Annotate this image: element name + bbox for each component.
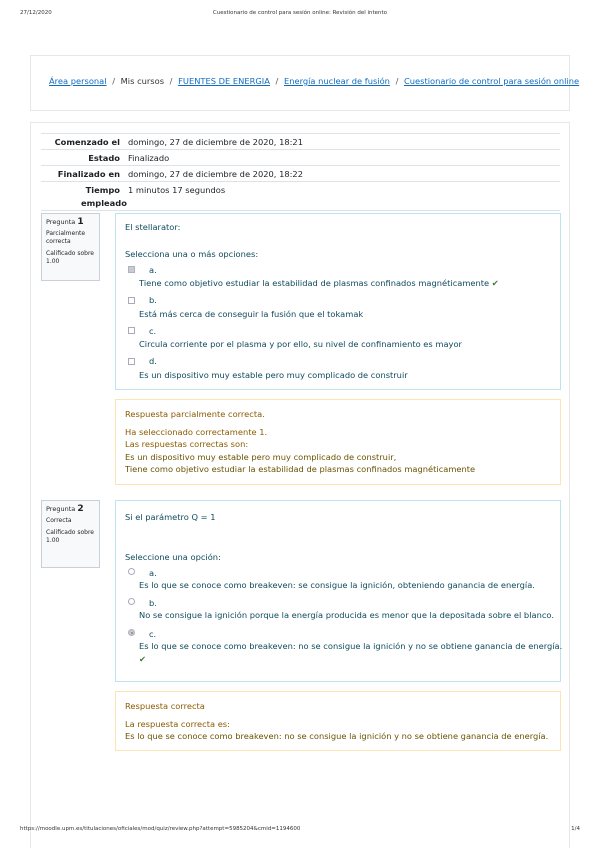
breadcrumb-section[interactable]: Energía nuclear de fusión	[283, 76, 390, 86]
question-text: El stellarator:	[125, 222, 181, 232]
print-date: 27/12/2020	[20, 10, 52, 16]
answer-prompt: Selecciona una o más opciones:	[125, 249, 259, 259]
feedback-answer: Es lo que se conoce como breakeven: no se consigue la ignición y no se obtiene ganancia de energía.	[125, 731, 549, 742]
breadcrumb-area-personal[interactable]: Área personal	[49, 76, 107, 86]
option-letter: d.	[149, 356, 157, 366]
breadcrumb-quiz[interactable]: Cuestionario de control para sesión online	[404, 76, 580, 86]
check-icon: ✔	[139, 654, 146, 664]
summary-label: Comenzado el	[54, 137, 120, 147]
summary-row-started	[41, 133, 560, 149]
breadcrumb	[49, 76, 579, 86]
option-letter: b.	[149, 295, 157, 305]
feedback-line: Ha seleccionado correctamente 1.	[125, 426, 268, 437]
breadcrumb-separator: /	[395, 76, 399, 86]
option-letter: a.	[149, 568, 157, 578]
feedback-line: Las respuestas correctas son:	[125, 439, 249, 450]
summary-label: Estado	[88, 153, 120, 163]
breadcrumb-card	[30, 55, 580, 111]
feedback-general: Respuesta parcialmente correcta.	[125, 409, 265, 419]
option-letter: a.	[149, 265, 157, 275]
option-text: Es un dispositivo muy estable pero muy complicado de construir	[139, 370, 408, 380]
question-state: Parcialmente correcta	[46, 230, 86, 245]
feedback-general: Respuesta correcta	[125, 701, 205, 711]
answer-options	[125, 565, 563, 685]
summary-value: Finalizado	[128, 153, 170, 163]
option-letter: b.	[149, 598, 157, 608]
question-1-feedback	[115, 399, 561, 485]
question-number	[46, 505, 95, 513]
question-number	[46, 218, 95, 226]
question-grade: Calificado sobre 1.00	[46, 250, 94, 265]
option-text: No se consigue la ignición porque la energía producida es menor que la depositada sobre el blanco.	[139, 610, 554, 620]
answer-options	[125, 262, 551, 382]
print-title: Cuestionario de control para sesión online: Revisión del intento	[212, 10, 388, 16]
print-footer	[20, 826, 580, 836]
breadcrumb-separator: /	[169, 76, 173, 86]
question-number-value: 2	[77, 504, 84, 514]
breadcrumb-separator: /	[275, 76, 279, 86]
option-text: Es lo que se conoce como breakeven: se consigue la ignición, obteniendo ganancia de energía.	[139, 580, 535, 590]
option-text: Está más cerca de conseguir la fusión que el tokamak	[139, 309, 364, 319]
option-text: Circula corriente por el plasma y por ello, su nivel de confinamiento es mayor	[139, 339, 462, 349]
checkbox-a[interactable]	[128, 266, 135, 273]
breadcrumb-course[interactable]: FUENTES DE ENERGIA	[178, 76, 270, 86]
question-prefix: Pregunta	[46, 505, 76, 513]
question-prefix: Pregunta	[46, 218, 76, 226]
print-page-number: 1/4	[571, 826, 580, 832]
question-state: Correcta	[46, 517, 72, 524]
answer-prompt: Seleccione una opción:	[125, 552, 221, 562]
feedback-line: La respuesta correcta es:	[125, 718, 230, 729]
option-text: Es lo que se conoce como breakeven: no se consigue la ignición y no se obtiene ganancia de energía.	[139, 641, 563, 651]
feedback-answer: Es un dispositivo muy estable pero muy complicado de construir,	[125, 451, 397, 462]
question-grade: Calificado sobre 1.00	[46, 529, 94, 544]
print-header	[20, 10, 580, 20]
breadcrumb-mis-cursos: Mis cursos	[120, 76, 165, 86]
summary-value: domingo, 27 de diciembre de 2020, 18:21	[128, 137, 303, 147]
checkbox-d[interactable]	[128, 358, 135, 365]
radio-a[interactable]	[128, 568, 135, 575]
attempt-summary-table	[41, 133, 560, 211]
summary-value: 1 minutos 17 segundos	[128, 185, 226, 195]
question-1-formulation	[115, 213, 561, 390]
option-text: Tiene como objetivo estudiar la estabilidad de plasmas confinados magnéticamente ✔	[139, 278, 499, 288]
question-number-value: 1	[77, 217, 84, 227]
option-letter: c.	[149, 326, 157, 336]
checkbox-c[interactable]	[128, 327, 135, 334]
print-url: https://moodle.upm.es/titulaciones/oficiales/mod/quiz/review.php?attempt=5985204&cmid=1194600	[20, 826, 301, 832]
option-letter: c.	[149, 629, 157, 639]
question-2-feedback	[115, 691, 561, 751]
summary-row-finished	[41, 165, 560, 181]
question-2-formulation	[115, 500, 561, 682]
radio-b[interactable]	[128, 598, 135, 605]
question-text: Si el parámetro Q = 1	[125, 512, 216, 522]
checkbox-b[interactable]	[128, 297, 135, 304]
summary-value: domingo, 27 de diciembre de 2020, 18:22	[128, 169, 303, 179]
check-icon: ✔	[491, 278, 499, 288]
summary-row-time-taken	[41, 181, 560, 211]
question-1-info	[41, 213, 100, 281]
quiz-review-card	[30, 122, 570, 848]
radio-c[interactable]	[128, 629, 135, 636]
summary-row-state	[41, 149, 560, 165]
question-2-info	[41, 500, 100, 568]
feedback-answer: Tiene como objetivo estudiar la estabilidad de plasmas confinados magnéticamente	[125, 464, 476, 475]
breadcrumb-separator: /	[112, 76, 115, 86]
summary-label: Tiempo empleado	[81, 185, 127, 208]
summary-label: Finalizado en	[57, 169, 120, 179]
